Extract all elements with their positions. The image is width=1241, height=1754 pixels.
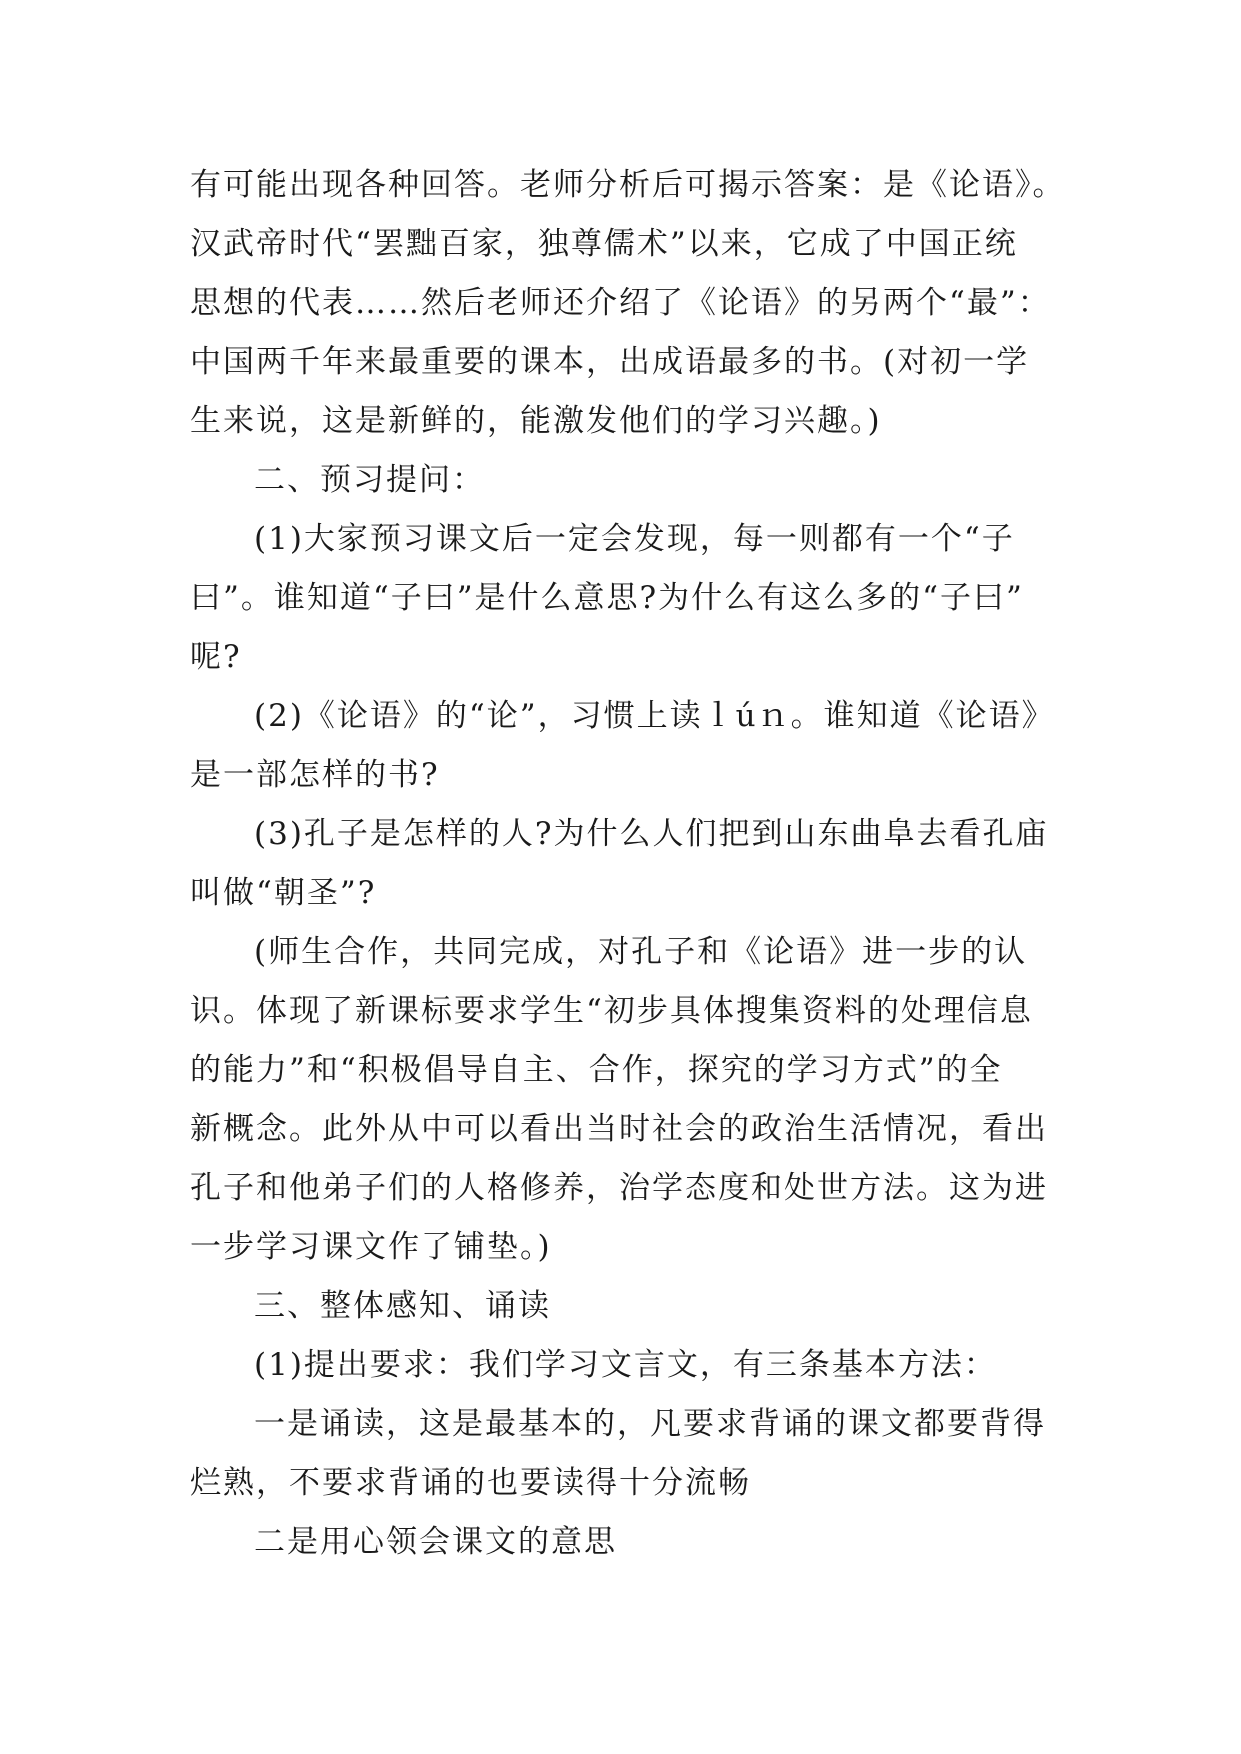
text-line: (1)提出要求：我们学习文言文，有三条基本方法： [254, 1347, 997, 1383]
text-line: 是一部怎样的书? [190, 757, 440, 793]
document-body [190, 156, 1070, 1572]
text-line: 一步学习课文作了铺垫。) [190, 1229, 552, 1265]
text-line: (2)《论语》的“论”，习惯上读ｌúｎ。谁知道《论语》 [254, 698, 1055, 734]
text-line: 汉武帝时代“罢黜百家，独尊儒术”以来，它成了中国正统 [190, 226, 1018, 262]
text-line: 叫做“朝圣”? [190, 875, 377, 911]
section-heading-3: 三、整体感知、诵读 [254, 1288, 551, 1324]
text-line: 一是诵读，这是最基本的，凡要求背诵的课文都要背得 [254, 1406, 1046, 1442]
text-line: (1)大家预习课文后一定会发现，每一则都有一个“子 [254, 521, 1015, 557]
text-line: 的能力”和“积极倡导自主、合作，探究的学习方式”的全 [190, 1052, 1003, 1088]
text-line: (3)孔子是怎样的人?为什么人们把到山东曲阜去看孔庙 [254, 816, 1049, 852]
text-line: 孔子和他弟子们的人格修养，治学态度和处世方法。这为进 [190, 1170, 1048, 1206]
text-line: 识。体现了新课标要求学生“初步具体搜集资料的处理信息 [190, 993, 1033, 1029]
text-line: 思想的代表……然后老师还介绍了《论语》的另两个“最”： [190, 285, 1051, 321]
text-line: 烂熟，不要求背诵的也要读得十分流畅 [190, 1465, 751, 1501]
text-line: 中国两千年来最重要的课本，出成语最多的书。(对初一学 [190, 344, 1030, 380]
text-line: (师生合作，共同完成，对孔子和《论语》进一步的认 [254, 934, 1028, 970]
text-line: 曰”。谁知道“子曰”是什么意思?为什么有这么多的“子曰” [190, 580, 1024, 616]
text-line: 二是用心领会课文的意思 [254, 1524, 617, 1560]
text-line: 呢? [190, 639, 242, 675]
text-line: 新概念。此外从中可以看出当时社会的政治生活情况，看出 [190, 1111, 1048, 1147]
section-heading-2: 二、预习提问： [254, 462, 485, 498]
text-line: 生来说，这是新鲜的，能激发他们的学习兴趣。) [190, 403, 882, 439]
text-line: 有可能出现各种回答。老师分析后可揭示答案：是《论语》。 [190, 167, 1066, 203]
